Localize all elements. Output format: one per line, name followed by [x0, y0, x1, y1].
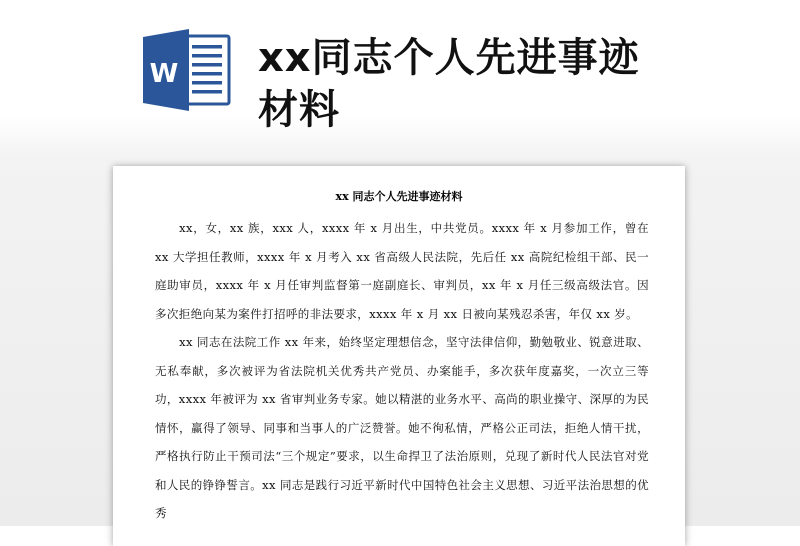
- paragraph-1: xx，女，xx 族，xxx 人，xxxx 年 x 月出生，中共党员。xxxx 年 x 月参加工作，曾在 xx 大学担任教师，xxxx 年 x 月考入 xx 省高级人民法院，先后任 xx 高院纪检组干部、民一庭助审员，xxxx 年 x 月任审判监督第一庭副庭长、审判员，xx 年 x 月任三级高级法官。因多次拒绝向某为案件打招呼的非法要求，xxxx 年 x 月 xx 日被向某残忍杀害，年仅 xx 岁。: [155, 221, 649, 321]
- word-document-icon: [143, 27, 233, 113]
- paragraph-2: xx 同志在法院工作 xx 年来，始终坚定理想信念，坚守法律信仰，勤勉敬业、锐意进取、无私奉献，多次被评为省法院机关优秀共产党员、办案能手，多次获年度嘉奖，一次立三等功，xxxx 年被评为 xx 省审判业务专家。她以精湛的业务水平、高尚的职业操守、深厚的为民情怀，赢得了领导、同事和当事人的广泛赞誉。她不徇私情，严格公正司法，拒绝人情干扰，严格执行防止干预司法“三个规定”要求，以生命捍卫了法治原则，兑现了新时代人民法官对党和人民的铮铮誓言。xx 同志是践行习近平新时代中国特色社会主义思想、习近平法治思想的优秀: [155, 335, 649, 520]
- document-preview: [113, 166, 685, 546]
- header: [0, 0, 800, 165]
- document-body: [155, 214, 649, 528]
- page-title: xx同志个人先进事迹材料: [258, 35, 640, 133]
- document-title: xx 同志个人先进事迹材料: [335, 190, 463, 203]
- word-icon-letter: W: [149, 59, 179, 89]
